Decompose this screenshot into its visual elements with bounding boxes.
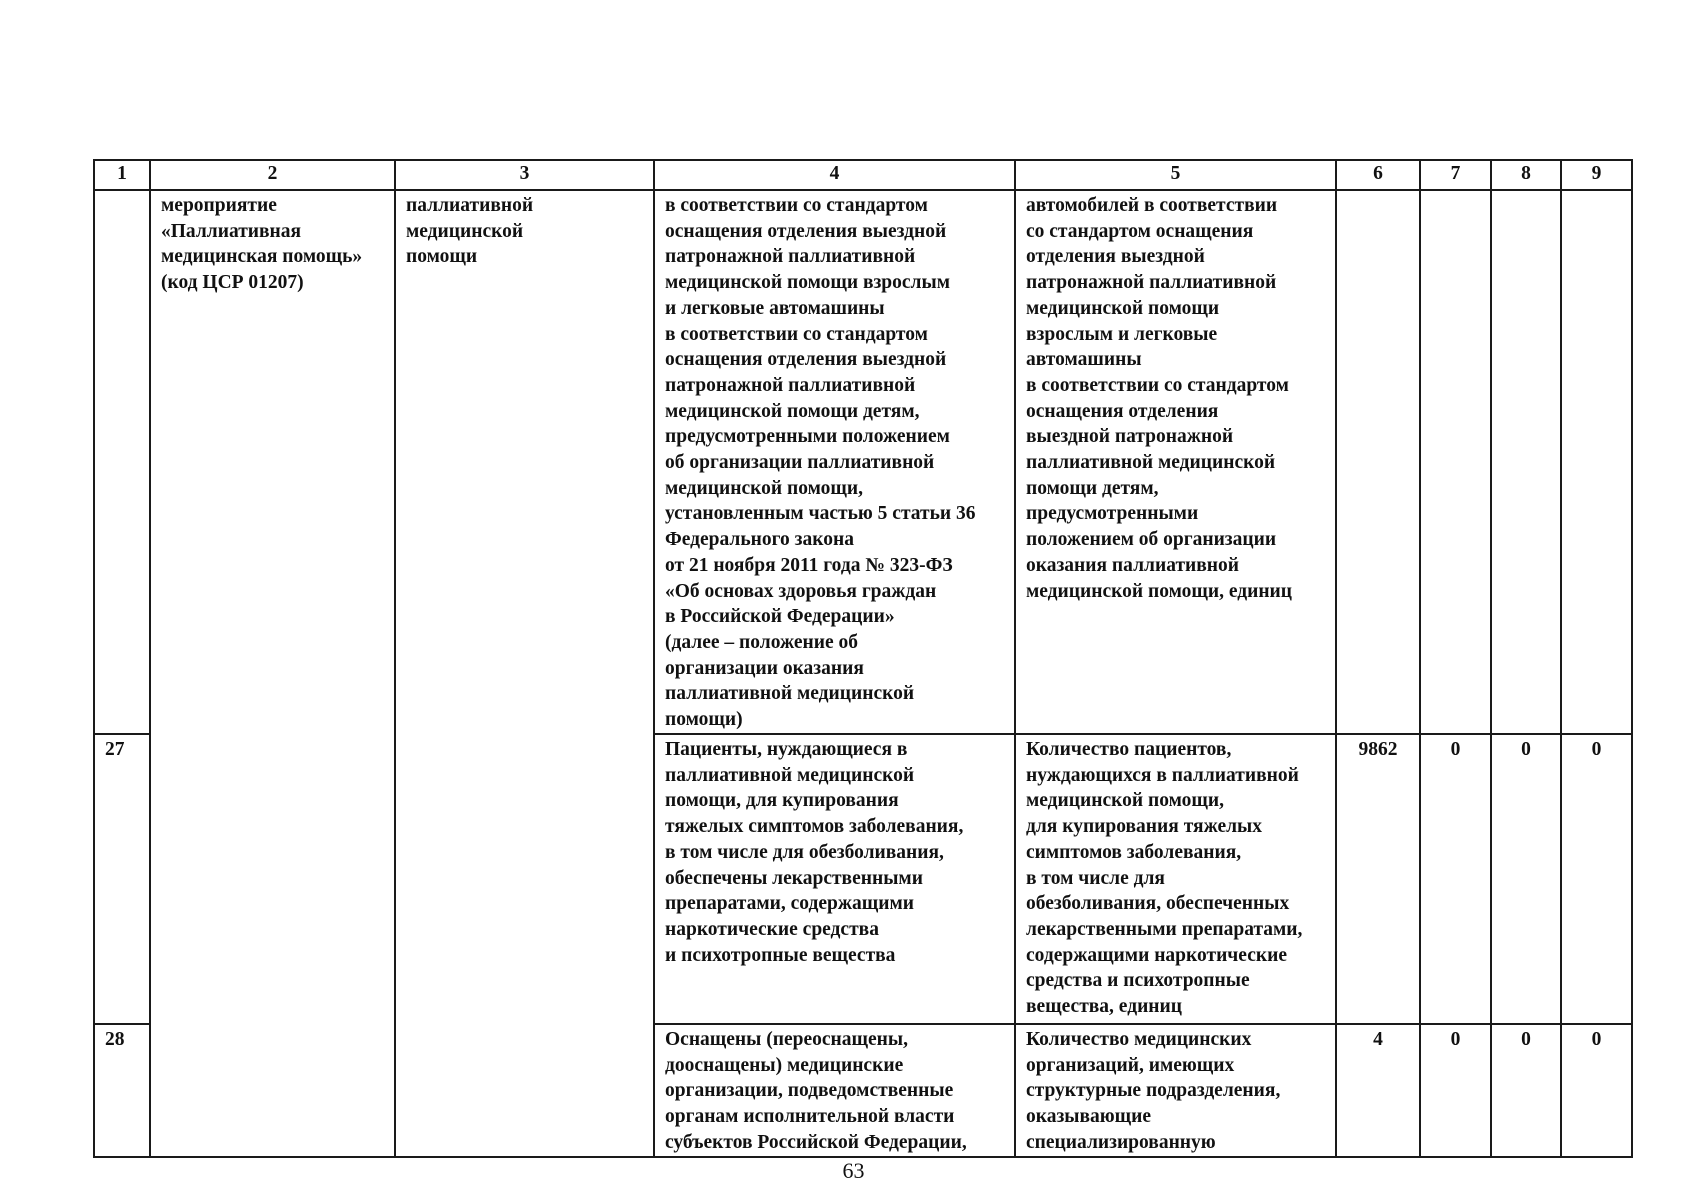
value-cell-9 (1561, 190, 1632, 734)
page-number: 63 (842, 1158, 865, 1183)
row-number-cell: 27 (94, 734, 150, 1024)
program-table (93, 159, 1633, 1158)
column-header-3: 3 (395, 160, 654, 190)
indicator-description-cell: Количество пациентов, нуждающихся в паллиативной медицинской помощи, для купирования тяжелых симптомов заболевания, в том числе для обезболивания, обеспеченных лекарственными препаратами, содержащими наркотические средства и психотропные вещества, единиц (1015, 734, 1336, 1024)
value-cell-8: 0 (1491, 734, 1561, 1024)
column-header-9: 9 (1561, 160, 1632, 190)
value-cell-8: 0 (1491, 1024, 1561, 1157)
value-cell-7 (1420, 190, 1491, 734)
column-header-4: 4 (654, 160, 1015, 190)
result-description-cell: Пациенты, нуждающиеся в паллиативной медицинской помощи, для купирования тяжелых симптомов заболевания, в том числе для обезболивания, обеспечены лекарственными препаратами, содержащими наркотические средства и психотропные вещества (654, 734, 1015, 1024)
header-row (94, 160, 1632, 190)
row-number-cell: 28 (94, 1024, 150, 1157)
row-number-cell (94, 190, 150, 734)
column-header-1: 1 (94, 160, 150, 190)
column-header-8: 8 (1491, 160, 1561, 190)
value-cell-6 (1336, 190, 1420, 734)
value-cell-7: 0 (1420, 1024, 1491, 1157)
table-row (94, 190, 1632, 734)
result-description-cell: в соответствии со стандартом оснащения отделения выездной патронажной паллиативной медицинской помощи взрослым и легковые автомашины в соответствии со стандартом оснащения отделения выездной патронажной паллиативной медицинской помощи детям, предусмотренными положением об организации паллиативной медицинской помощи, установленным частью 5 статьи 36 Федерального закона от 21 ноября 2011 года № 323-ФЗ «Об основах здоровья граждан в Российской Федерации» (далее – положение об организации оказания паллиативной медицинской помощи) (654, 190, 1015, 734)
column-header-6: 6 (1336, 160, 1420, 190)
value-cell-6: 4 (1336, 1024, 1420, 1157)
care-type-cell: паллиативной медицинской помощи (395, 190, 654, 1157)
indicator-description-cell: Количество медицинских организаций, имеющих структурные подразделения, оказывающие специализированную (1015, 1024, 1336, 1157)
value-cell-9: 0 (1561, 734, 1632, 1024)
column-header-5: 5 (1015, 160, 1336, 190)
value-cell-6: 9862 (1336, 734, 1420, 1024)
column-header-2: 2 (150, 160, 395, 190)
indicator-description-cell: автомобилей в соответствии со стандартом оснащения отделения выездной патронажной паллиативной медицинской помощи взрослым и легковые автомашины в соответствии со стандартом оснащения отделения выездной патронажной паллиативной медицинской помощи детям, предусмотренными положением об организации оказания паллиативной медицинской помощи, единиц (1015, 190, 1336, 734)
result-description-cell: Оснащены (переоснащены, дооснащены) медицинские организации, подведомственные органам исполнительной власти субъектов Российской Федерации, (654, 1024, 1015, 1157)
value-cell-7: 0 (1420, 734, 1491, 1024)
value-cell-8 (1491, 190, 1561, 734)
value-cell-9: 0 (1561, 1024, 1632, 1157)
event-name-cell: мероприятие «Паллиативная медицинская помощь» (код ЦСР 01207) (150, 190, 395, 1157)
column-header-7: 7 (1420, 160, 1491, 190)
